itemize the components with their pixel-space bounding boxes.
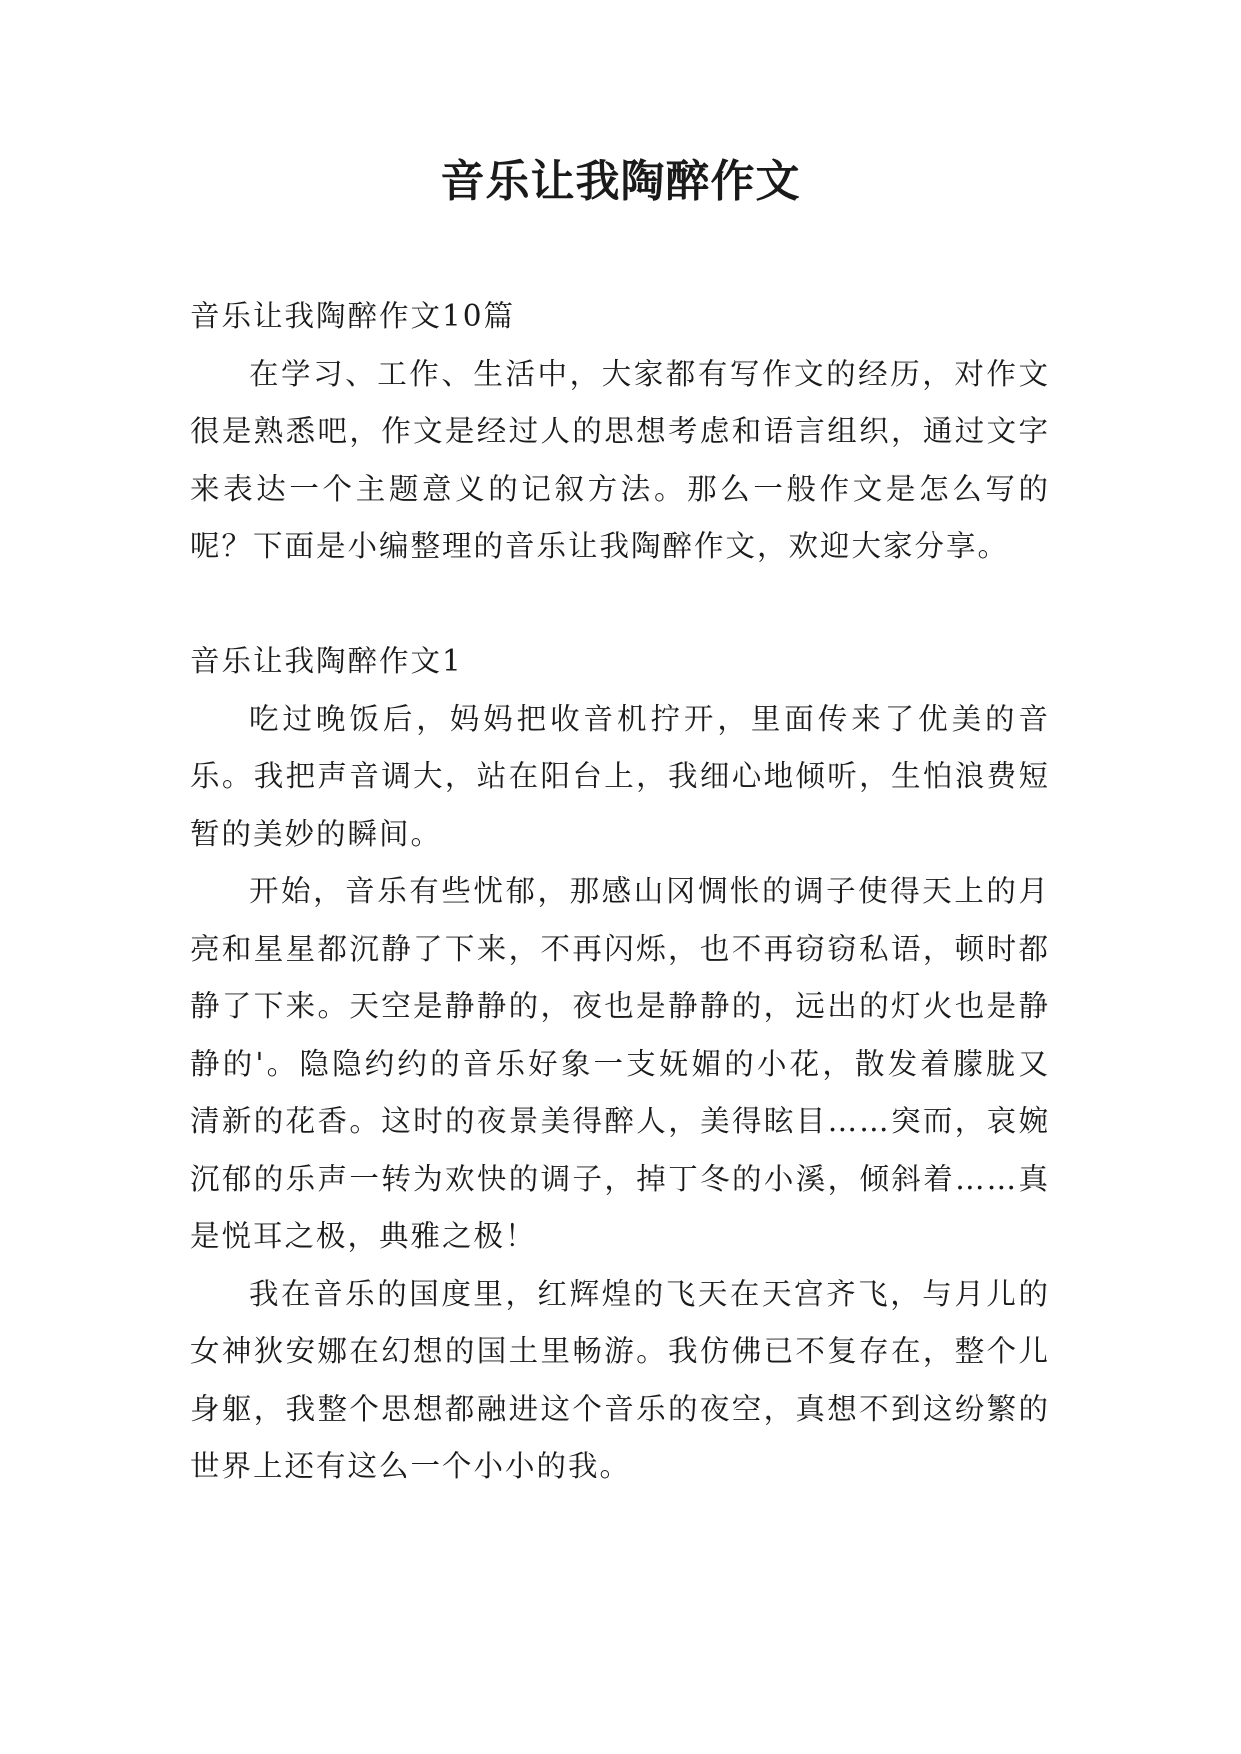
body-paragraph: 开始，音乐有些忧郁，那感山冈惆怅的调子使得天上的月亮和星星都沉静了下来，不再闪烁，也不再窃窃私语，顿时都静了下来。天空是静静的，夜也是静静的，远出的灯火也是静静的'。隐隐约约的音乐好象一支妩媚的小花，散发着朦胧又清新的花香。这时的夜景美得醉人，美得眩目……突而，哀婉沉郁的乐声一转为欢快的调子，掉丁冬的小溪，倾斜着……真是悦耳之极，典雅之极！ [190, 874, 1050, 1253]
section-heading: 音乐让我陶醉作文1 [190, 644, 463, 678]
body-paragraph: 我在音乐的国度里，红辉煌的飞天在天宫齐飞，与月儿的女神狄安娜在幻想的国土里畅游。我仿佛已不复存在，整个儿身躯，我整个思想都融进这个音乐的夜空，真想不到这纷繁的世界上还有这么一个小小的我。 [190, 1276, 1050, 1483]
intro-paragraph: 在学习、工作、生活中，大家都有写作文的经历，对作文很是熟悉吧，作文是经过人的思想考虑和语言组织，通过文字来表达一个主题意义的记叙方法。那么一般作文是怎么写的呢？下面是小编整理的音乐让我陶醉作文，欢迎大家分享。 [190, 356, 1050, 563]
collection-subtitle: 音乐让我陶醉作文10篇 [190, 299, 516, 333]
document-body [190, 288, 1050, 1496]
section-spacer [190, 576, 1050, 634]
document-title: 音乐让我陶醉作文 [440, 156, 801, 207]
body-paragraph: 吃过晚饭后，妈妈把收音机拧开，里面传来了优美的音乐。我把声音调大，站在阳台上，我细心地倾听，生怕浪费短暂的美妙的瞬间。 [190, 701, 1050, 851]
